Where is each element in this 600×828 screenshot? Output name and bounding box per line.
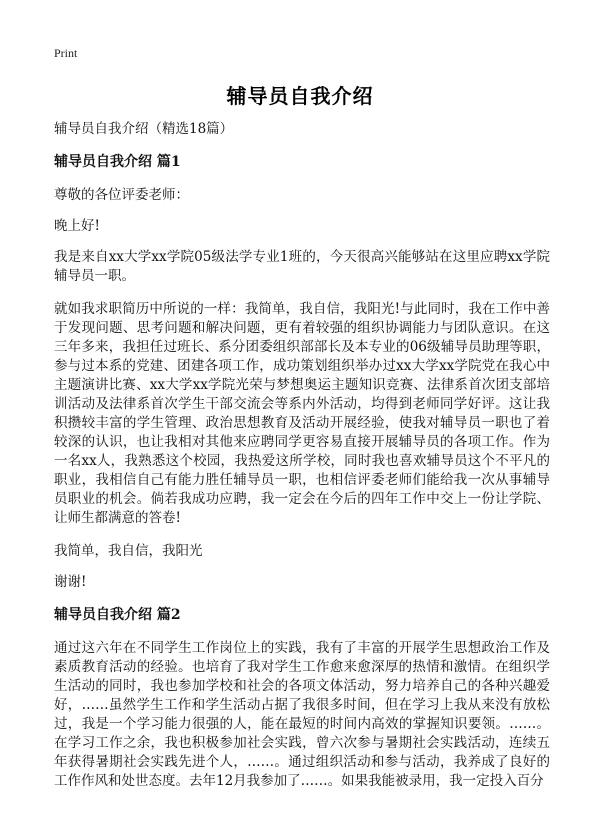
paragraph: 通过这六年在不同学生工作岗位上的实践，我有了丰富的开展学生思想政治工作及素质教育活动的经验。也培育了我对学生工作愈来愈深厚的热情和激情。在组织学生活动的同时，我也参加学校和社会的各项文体活动，努力培养自己的各种兴趣爱好，……虽然学生工作和学生活动占据了我很多时间，但在学习上我从来没有放松过，我是一个学习能力很强的人，能在最短的时间内高效的掌握知识要领。……。在学习工作之余，我也积极参加社会实践，曾六次参与暑期社会实践活动，连续五年获得暑期社会实践先进个人，……。通过组织活动和参与活动，我养成了良好的工作作风和处世态度。去年12月我参加了……。如果我能被录用，我一定投入百分 — [54, 640, 550, 789]
paragraph: 我简单，我自信，我阳光 — [54, 543, 203, 559]
paragraph: 尊敬的各位评委老师： — [54, 187, 189, 203]
page-title: 辅导员自我介绍 — [226, 84, 374, 108]
document-body — [54, 120, 550, 805]
paragraph: 我是来自xx大学xx学院05级法学专业1班的，今天很高兴能够站在这里应聘xx学院辅导员一职。 — [54, 249, 550, 284]
section-heading: 辅导员自我介绍 篇2 — [54, 607, 181, 623]
section-heading: 辅导员自我介绍 篇1 — [54, 154, 181, 170]
paragraph: 谢谢! — [54, 574, 87, 590]
paragraph: 就如我求职简历中所说的一样：我简单，我自信，我阳光!与此同时，我在工作中善于发现问题、思考问题和解决问题，更有着较强的组织协调能力与团队意识。在这三年多来，我担任过班长、系分团委组织部部长及本专业的06级辅导员助理等职，参与过本系的党建、团建各项工作，成功策划组织举办过xx大学xx学院党在我心中主题演讲比赛、xx大学xx学院光荣与梦想奥运主题知识竞赛、法律系首次团支部培训活动及法律系首次学生干部交流会等系内外活动，均得到老师同学好评。这让我积攒较丰富的学生管理、政治思想教育及活动开展经验，使我对辅导员一职也了着较深的认识，也让我相对其他来应聘同学更容易直接开展辅导员的各项工作。作为一名xx人，我熟悉这个校园，我热爱这所学校，同时我也喜欢辅导员这个不平凡的职业，我相信自己有能力胜任辅导员一职，也相信评委老师们能给我一次从事辅导员职业的机会。倘若我成功应聘，我一定会在今后的四年工作中交上一份让学院、让师生都满意的答卷! — [54, 301, 550, 526]
document-subtitle: 辅导员自我介绍（精选18篇） — [54, 121, 234, 137]
paragraph: 晚上好! — [54, 218, 100, 234]
print-link[interactable]: Print — [54, 46, 78, 60]
